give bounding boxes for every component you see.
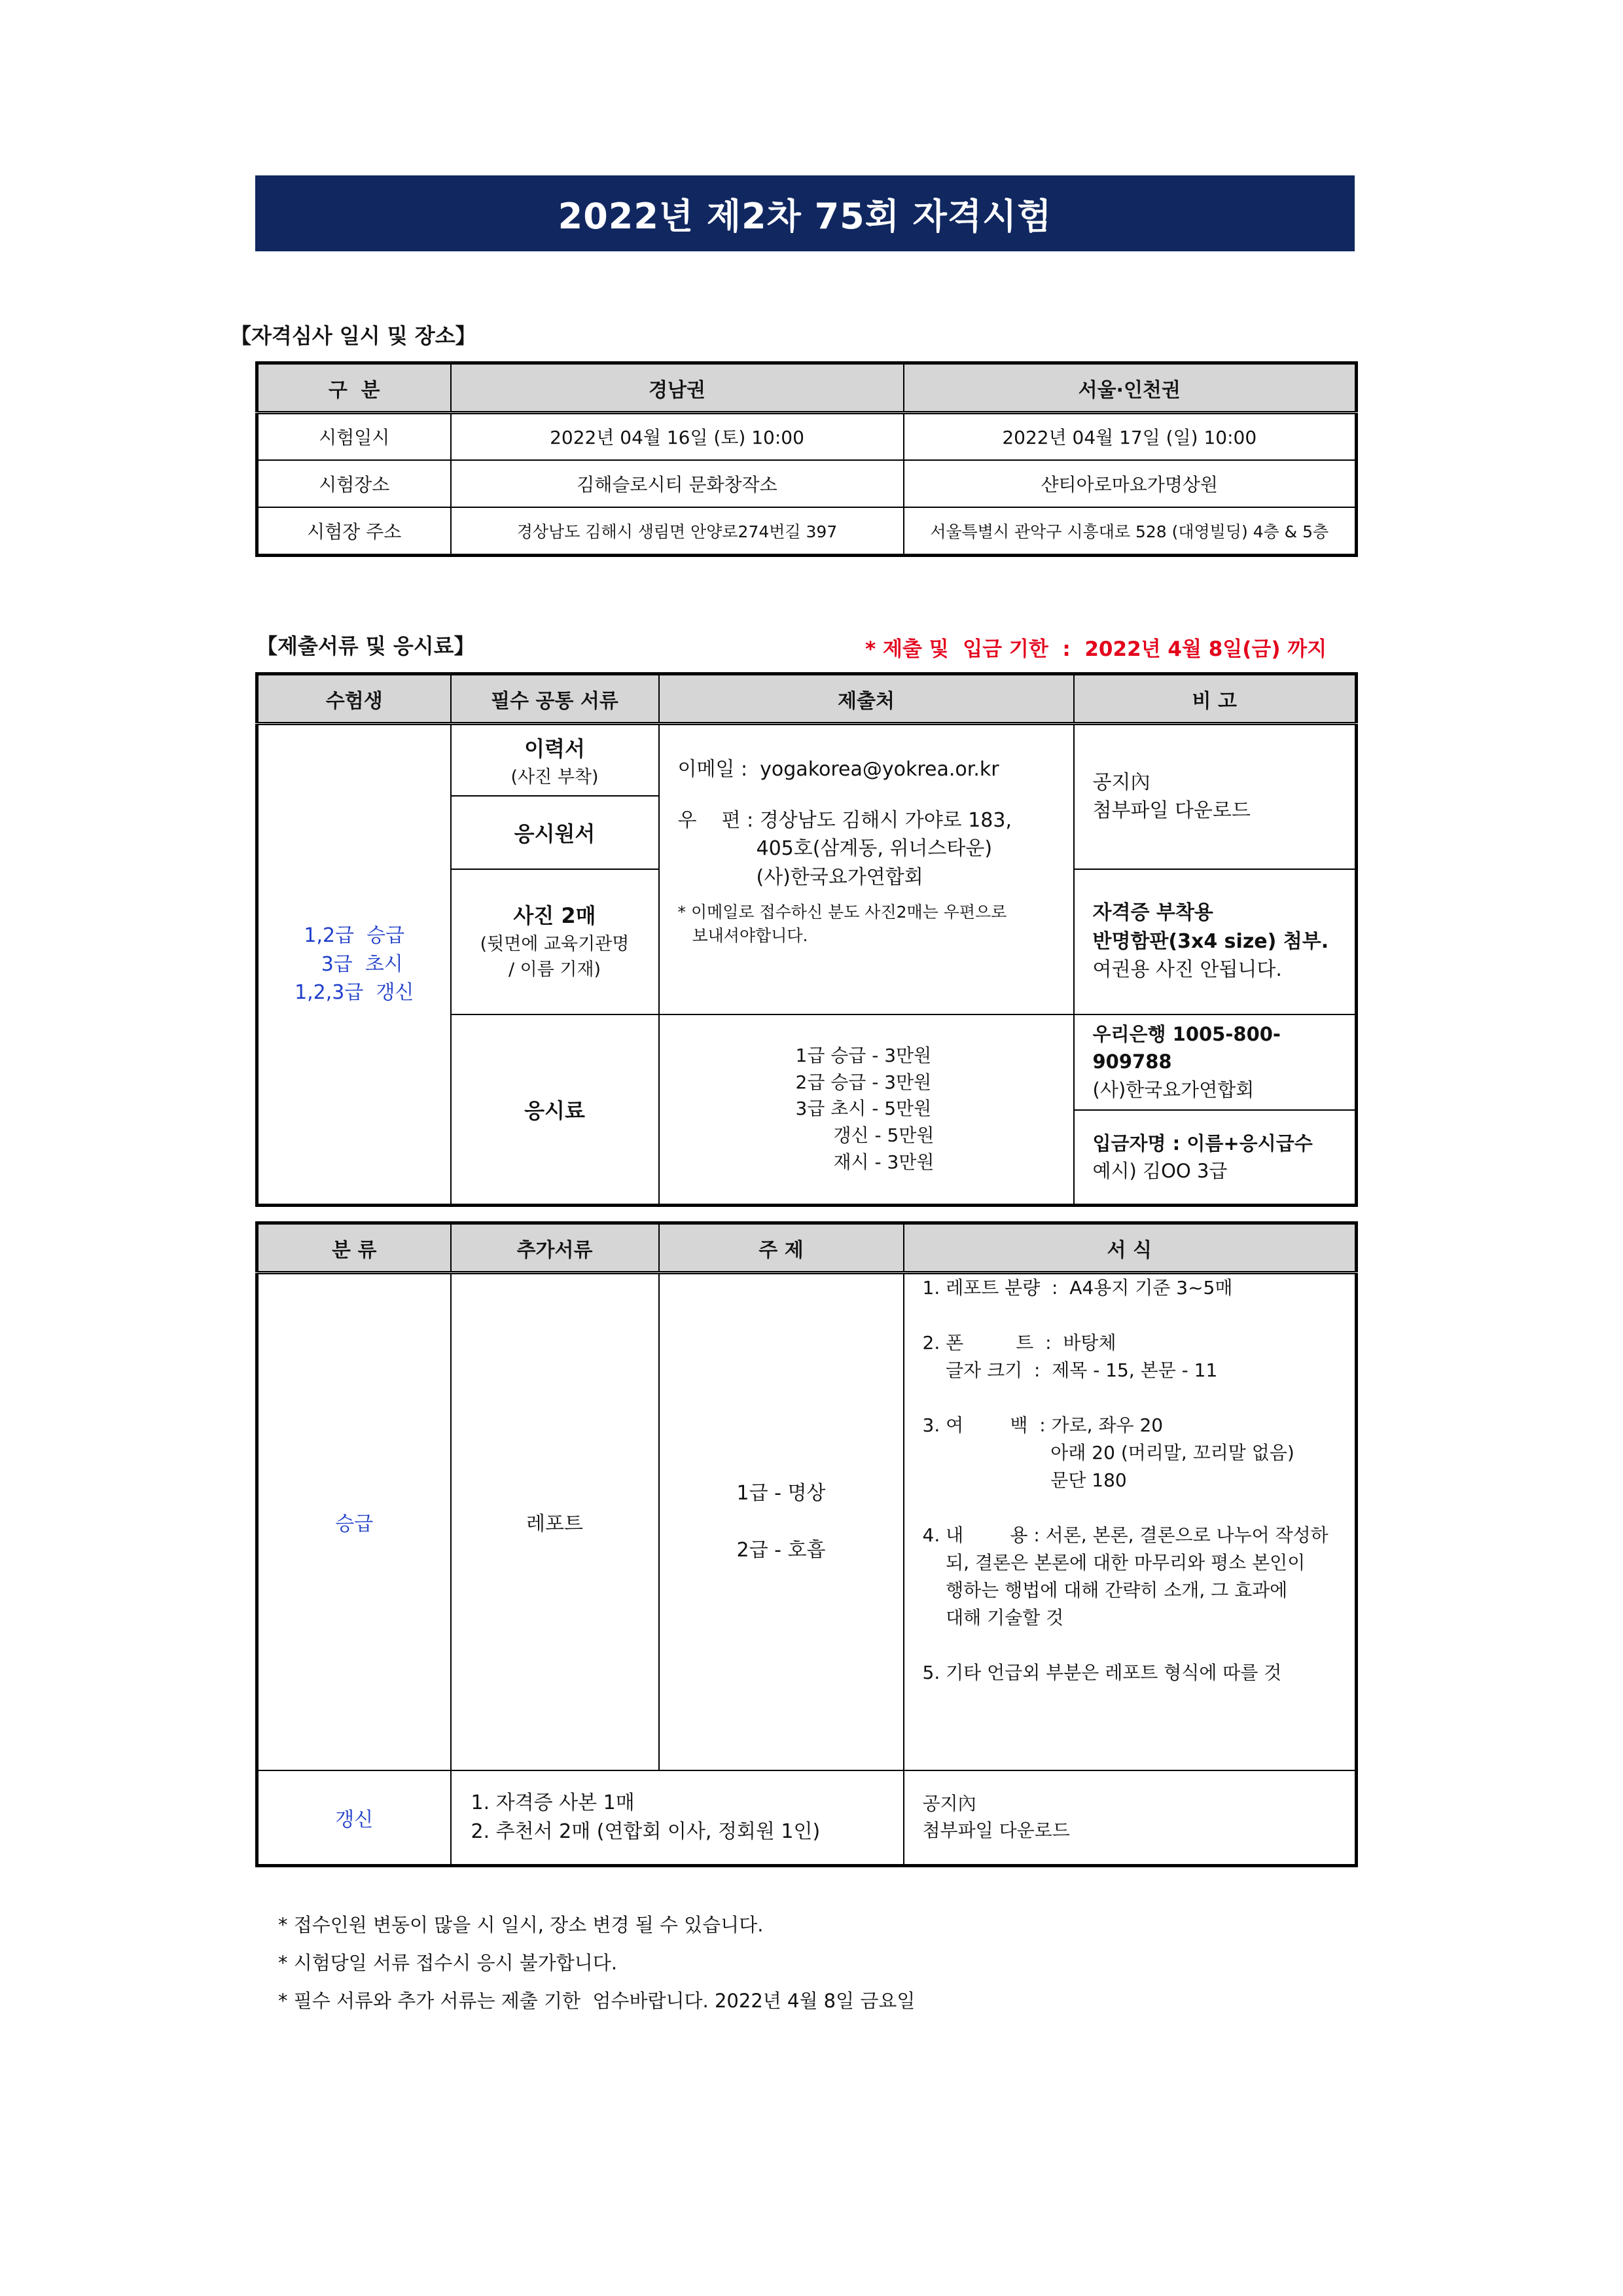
- submit-email: 이메일 : yogakorea@yokrea.or.kr: [677, 758, 999, 781]
- remark-download-cell: [1074, 724, 1357, 869]
- doc-photo-note2: / 이름 기재): [508, 959, 601, 980]
- seoul-date: 2022년 04월 17일 (일) 10:00: [904, 413, 1357, 460]
- topic-level2: 2급 - 호흡: [736, 1539, 826, 1562]
- header-examinee: 수험생: [257, 674, 451, 724]
- remark-bank-cell: [1074, 1014, 1357, 1110]
- format-line: [923, 1302, 1347, 1329]
- format-line: 대해 기술할 것: [922, 1607, 1064, 1628]
- header-format: 서 식: [904, 1223, 1357, 1273]
- gyeongnam-venue: 김해슬로시티 문화창작소: [451, 460, 904, 507]
- format-line: [923, 1384, 1347, 1412]
- fee-item: 2급 승급 - 3만원: [795, 1071, 932, 1093]
- remark-depositor-example: 예시) 김OO 3급: [1092, 1159, 1228, 1182]
- deadline-notice: * 제출 및 입금 기한 : 2022년 4월 8일(금) 까지: [865, 637, 1327, 661]
- promotion-doc: 레포트: [451, 1273, 659, 1770]
- doc-resume-note: (사진 부착): [510, 766, 599, 787]
- note-item: * 시험당일 서류 접수시 응시 불가합니다.: [278, 1952, 618, 1974]
- footer-notes: [278, 1906, 915, 2020]
- row-label: 시험장소: [257, 460, 451, 507]
- header-category: 구 분: [257, 363, 451, 413]
- format-line: 2. 폰 트 : 바탕체: [922, 1332, 1116, 1354]
- remark-download: 첨부파일 다운로드: [1092, 799, 1251, 823]
- remark-bank-account: 우리은행 1005-800-909788: [1092, 1023, 1281, 1073]
- promotion-topics: [659, 1273, 904, 1770]
- table-row: [257, 413, 1357, 460]
- examinee-cell: [257, 724, 451, 1206]
- topic-level1: 1급 - 명상: [736, 1482, 826, 1505]
- promotion-label: 승급: [257, 1273, 451, 1770]
- fee-list: [659, 1014, 1074, 1206]
- renewal-note: [904, 1770, 1357, 1866]
- gyeongnam-address: 경상남도 김해시 생림면 안양로274번길 397: [451, 507, 904, 556]
- header-additional-docs: 추가서류: [451, 1223, 659, 1273]
- format-line: 4. 내 용 : 서론, 본론, 결론으로 나누어 작성하: [922, 1524, 1329, 1546]
- submit-post-line1: 우 편 : 경상남도 김해시 가야로 183,: [677, 808, 1012, 832]
- section-heading-schedule: 【자격심사 일시 및 장소】: [230, 323, 476, 348]
- doc-resume: 이력서: [524, 736, 585, 761]
- format-line: 1. 레포트 분량 : A4용지 기준 3~5매: [922, 1277, 1233, 1299]
- examinee-promotion: 1,2급 승급: [304, 924, 405, 948]
- renewal-label: 갱신: [257, 1770, 451, 1866]
- renewal-doc2: 2. 추천서 2매 (연합회 이사, 정회원 1인): [471, 1820, 821, 1843]
- remark-photo-line2: 반명함판(3x4 size) 첨부.: [1092, 929, 1329, 953]
- doc-fee: 응시료: [451, 1014, 659, 1206]
- submit-post-line2: 405호(삼계동, 위너스타운): [756, 837, 993, 860]
- format-line: 글자 크기 : 제목 - 15, 본문 - 11: [922, 1359, 1218, 1381]
- format-cell: [904, 1273, 1357, 1770]
- note-item: * 필수 서류와 추가 서류는 제출 기한 엄수바랍니다. 2022년 4월 8일 금요일: [278, 1990, 916, 2012]
- format-line: 5. 기타 언급외 부분은 레포트 형식에 따를 것: [922, 1662, 1282, 1683]
- gyeongnam-date: 2022년 04월 16일 (토) 10:00: [451, 413, 904, 460]
- doc-application: 응시원서: [451, 796, 659, 869]
- header-submit-to: 제출처: [659, 674, 1074, 724]
- seoul-address: 서울특별시 관악구 시흥대로 528 (대영빌딩) 4층 & 5층: [904, 507, 1357, 556]
- format-line: 되, 결론은 본론에 대한 마무리와 평소 본인이: [922, 1552, 1306, 1573]
- format-line: [923, 1494, 1347, 1522]
- schedule-table: [255, 361, 1358, 557]
- fee-item: 재시 - 3만원: [833, 1151, 935, 1173]
- fee-item: 3급 초시 - 5만원: [795, 1098, 932, 1120]
- doc-resume-cell: [451, 724, 659, 796]
- table-row: [257, 460, 1357, 507]
- documents-table: [255, 672, 1358, 1207]
- header-topic: 주 제: [659, 1223, 904, 1273]
- submit-note-line1: * 이메일로 접수하신 분도 사진2매는 우편으로: [677, 903, 1007, 922]
- doc-photo-cell: [451, 869, 659, 1014]
- header-required-docs: 필수 공통 서류: [451, 674, 659, 724]
- renewal-note1: 공지內: [922, 1793, 976, 1815]
- section-heading-documents: 【제출서류 및 응시료】: [257, 634, 475, 658]
- format-line: 행하는 행법에 대해 간략히 소개, 그 효과에: [922, 1579, 1288, 1601]
- doc-photo-note1: (뒷면에 교육기관명: [480, 933, 630, 954]
- examinee-renewal: 1,2,3급 갱신: [294, 981, 414, 1005]
- format-line: 3. 여 백 : 가로, 좌우 20: [922, 1414, 1164, 1436]
- submit-post-line3: (사)한국요가연합회: [756, 865, 923, 889]
- remark-photo-line1: 자격증 부착용: [1092, 901, 1213, 925]
- note-item: * 접수인원 변동이 많을 시 일시, 장소 변경 될 수 있습니다.: [278, 1914, 764, 1936]
- fee-item: 1급 승급 - 3만원: [795, 1045, 932, 1067]
- fee-item: 갱신 - 5만원: [833, 1124, 935, 1147]
- doc-photo: 사진 2매: [513, 903, 596, 929]
- table-row: [257, 507, 1357, 556]
- format-line: 아래 20 (머리말, 꼬리말 없음): [922, 1442, 1294, 1463]
- submit-cell: [659, 724, 1074, 1014]
- header-classification: 분 류: [257, 1223, 451, 1273]
- format-line: 문단 180: [922, 1469, 1127, 1491]
- remark-depositor-rule: 입금자명 : 이름+응시급수: [1092, 1132, 1313, 1155]
- remark-depositor-cell: [1074, 1110, 1357, 1206]
- header-seoul: 서울·인천권: [904, 363, 1357, 413]
- renewal-docs: [451, 1770, 904, 1866]
- examinee-first: 3급 초시: [321, 952, 403, 976]
- renewal-doc1: 1. 자격증 사본 1매: [471, 1791, 635, 1815]
- renewal-note2: 첨부파일 다운로드: [922, 1819, 1070, 1841]
- row-label: 시험장 주소: [257, 507, 451, 556]
- additional-docs-table: [255, 1221, 1358, 1867]
- remark-notice: 공지內: [1092, 770, 1150, 794]
- remark-bank-holder: (사)한국요가연합회: [1092, 1078, 1255, 1101]
- remark-photo-line3: 여권용 사진 안됩니다.: [1092, 958, 1282, 982]
- header-gyeongnam: 경남권: [451, 363, 904, 413]
- page-title: 2022년 제2차 75회 자격시험: [255, 175, 1355, 251]
- header-remarks: 비 고: [1074, 674, 1357, 724]
- remark-photo-cell: [1074, 869, 1357, 1014]
- seoul-venue: 샨티아로마요가명상원: [904, 460, 1357, 507]
- format-line: [923, 1632, 1347, 1659]
- submit-note-line2: 보내셔야합니다.: [692, 926, 808, 946]
- row-label: 시험일시: [257, 413, 451, 460]
